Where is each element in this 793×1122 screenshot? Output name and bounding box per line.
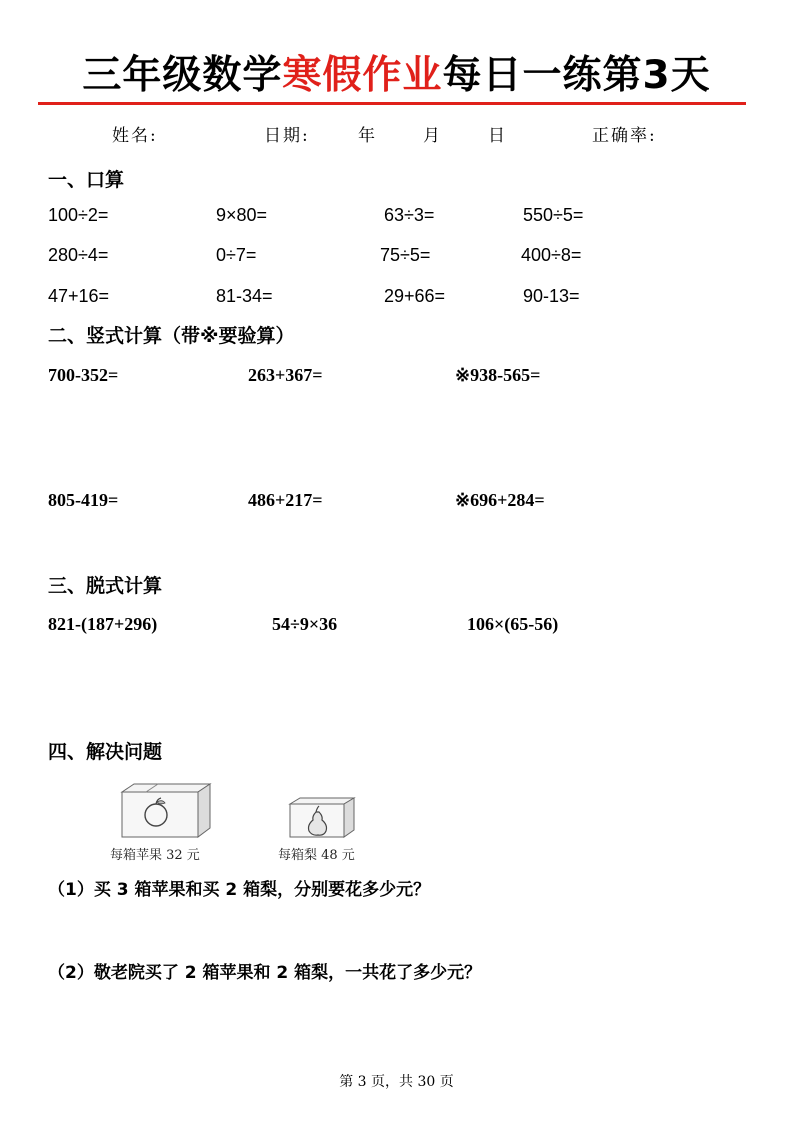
title-part2: 每日一练第3天 [442, 53, 711, 98]
title-highlight: 寒假作业 [282, 53, 443, 98]
oral-problem: 81-34= [216, 286, 273, 306]
day-label: 日 [488, 126, 507, 146]
section2-heading: 二、竖式计算（带※要验算） [48, 325, 295, 347]
oral-problem: 100÷2= [48, 205, 109, 225]
oral-problem: 90-13= [523, 286, 580, 306]
name-label: 姓名: [112, 126, 158, 146]
apple-box-image [118, 782, 214, 840]
oral-problem: 0÷7= [216, 245, 257, 265]
vertical-problem: 700-352= [48, 365, 119, 385]
oral-problem: 47+16= [48, 286, 110, 306]
page-footer: 第 3 页，共 30 页 [339, 1074, 454, 1090]
title-underline [38, 102, 746, 105]
vertical-problem: 263+367= [248, 365, 323, 385]
oral-problem: 9×80= [216, 205, 268, 225]
accuracy-label: 正确率: [592, 126, 657, 146]
date-label: 日期: [264, 126, 310, 146]
pear-price-caption: 每箱梨 48 元 [278, 848, 355, 863]
vertical-problem: ※938-565= [455, 365, 541, 385]
stepwise-problem: 821-(187+296) [48, 614, 158, 634]
year-label: 年 [358, 126, 377, 146]
oral-problem: 75÷5= [380, 245, 431, 265]
section3-heading: 三、脱式计算 [48, 575, 163, 597]
pear-box-image [286, 796, 358, 840]
vertical-problem: 805-419= [48, 490, 119, 510]
title-part1: 三年级数学 [82, 53, 283, 98]
oral-problem: 550÷5= [523, 205, 584, 225]
question-1: （1）买 3 箱苹果和买 2 箱梨，分别要花多少元？ [48, 880, 431, 900]
oral-problem: 63÷3= [384, 205, 435, 225]
oral-problem: 280÷4= [48, 245, 109, 265]
month-label: 月 [423, 126, 442, 146]
oral-problem: 29+66= [384, 286, 446, 306]
question-2: （2）敬老院买了 2 箱苹果和 2 箱梨，一共花了多少元？ [48, 963, 482, 983]
stepwise-problem: 54÷9×36 [272, 614, 338, 634]
stepwise-problem: 106×(65-56) [467, 614, 559, 634]
section4-heading: 四、解决问题 [48, 741, 163, 763]
apple-price-caption: 每箱苹果 32 元 [110, 848, 200, 863]
section1-heading: 一、口算 [48, 169, 125, 191]
vertical-problem: ※696+284= [455, 490, 545, 510]
oral-problem: 400÷8= [521, 245, 582, 265]
vertical-problem: 486+217= [248, 490, 323, 510]
page-title [0, 44, 793, 100]
